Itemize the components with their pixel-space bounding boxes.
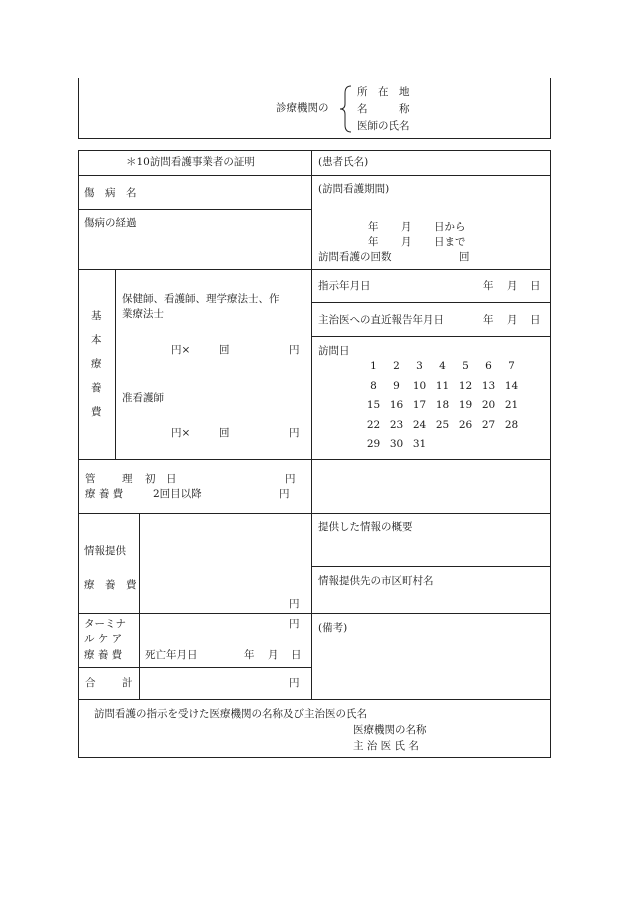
terminal-fee-yen: 円: [289, 618, 300, 630]
calendar-day[interactable]: 27: [481, 418, 496, 431]
instruction-date-label: 指示年月日: [318, 280, 371, 292]
main-right-border: [550, 150, 551, 758]
rule-info-top: [78, 513, 551, 514]
visit-period-label: (訪問看護期間): [318, 183, 390, 195]
report-date-label: 主治医への直近報告年月日: [318, 314, 444, 326]
rule-footer-top: [78, 699, 551, 700]
info-label-divider: [139, 513, 140, 700]
calendar-day[interactable]: 2: [393, 360, 400, 372]
calendar-day[interactable]: 7: [508, 360, 515, 372]
second-onward-yen: 円: [279, 488, 290, 500]
calendar-day[interactable]: 20: [481, 399, 496, 411]
calendar-day[interactable]: 28: [504, 418, 519, 431]
death-day-unit: 日: [291, 649, 302, 661]
calendar-week-row: [362, 419, 522, 439]
main-bottom-border: [78, 757, 551, 758]
info-city-label: 情報提供先の市区町村名: [318, 575, 434, 587]
nurse-fee-times-unit: 回: [219, 344, 230, 356]
calendar-week-row: [362, 360, 522, 380]
visit-count-label: 訪問看護の回数: [318, 251, 392, 263]
center-divider: [311, 150, 312, 699]
first-day-yen: 円: [285, 473, 296, 485]
visit-days-label: 訪問日: [318, 345, 350, 357]
terminal-label-line-3: 療 養 費: [84, 649, 123, 661]
rule-title: [78, 175, 551, 176]
calendar-day[interactable]: 12: [458, 379, 473, 392]
period-from-month: 月: [401, 221, 412, 233]
assoc-fee-yen-times: 円×: [171, 427, 191, 439]
calendar-day[interactable]: 18: [435, 399, 450, 411]
rule-disease-name: [78, 209, 312, 210]
calendar-day[interactable]: 19: [458, 399, 473, 411]
visit-count-unit: 回: [459, 251, 470, 263]
calendar-day[interactable]: 23: [389, 418, 404, 431]
rule-total-top: [78, 667, 312, 668]
total-label-char-1: 合: [85, 677, 96, 689]
calendar-day[interactable]: 25: [435, 418, 450, 431]
calendar-day[interactable]: 5: [462, 360, 469, 372]
calendar-day[interactable]: 13: [481, 379, 496, 392]
calendar-day[interactable]: 9: [393, 379, 400, 392]
basic-label-divider: [115, 269, 116, 460]
info-fee-yen: 円: [289, 598, 300, 610]
report-day-unit: 日: [530, 314, 541, 326]
remarks-label: (備考): [318, 622, 348, 634]
info-label-line-1: 情報提供: [84, 545, 126, 557]
clinic-address-label: 所 在 地: [357, 86, 410, 98]
calendar-day[interactable]: 31: [412, 438, 427, 450]
terminal-label-line-2: ル ケ ア: [84, 633, 123, 645]
calendar-day[interactable]: 24: [412, 418, 427, 431]
report-year-unit: 年: [483, 314, 494, 326]
disease-name-label: 傷 病 名: [84, 187, 137, 199]
period-to-year: 年: [368, 236, 379, 248]
calendar-week-row: [362, 438, 522, 458]
header-right-border: [550, 78, 551, 138]
doctor-name-label: 医師の氏名: [357, 120, 410, 132]
second-onward-label: 2回目以降: [153, 488, 202, 500]
basic-label-char-5: 費: [91, 406, 102, 418]
clinic-name-label: 名 称: [357, 103, 410, 115]
basic-label-char-4: 養: [91, 382, 102, 394]
assoc-fee-times-unit: 回: [219, 427, 230, 439]
calendar-day[interactable]: 4: [439, 360, 446, 372]
calendar-day[interactable]: 17: [412, 399, 427, 411]
rule-basic-top: [78, 269, 551, 270]
rule-instruction: [311, 302, 551, 303]
header-bottom-border: [78, 138, 551, 139]
footer-physician-label: 主 治 医 氏 名: [353, 740, 419, 752]
period-to-month: 月: [401, 236, 412, 248]
calendar-day[interactable]: 21: [504, 399, 519, 411]
calendar-day[interactable]: 14: [504, 379, 519, 392]
rule-info-summary: [311, 566, 551, 567]
clinic-label: 診療機関の: [276, 102, 329, 114]
calendar-week-row: [362, 399, 522, 419]
total-label-char-2: 計: [122, 677, 133, 689]
terminal-label-line-1: ターミナ: [84, 618, 126, 630]
assoc-fee-yen: 円: [289, 427, 300, 439]
instruction-day-unit: 日: [530, 280, 541, 292]
rule-management-top: [78, 459, 551, 460]
management-label-char-1: 管: [85, 473, 96, 485]
calendar-day[interactable]: 22: [366, 418, 381, 431]
assoc-nurse-label: 准看護師: [122, 392, 164, 404]
basic-label-char-1: 基: [91, 310, 102, 322]
calendar-day[interactable]: 10: [412, 379, 427, 392]
calendar-day[interactable]: 16: [389, 399, 404, 411]
calendar-day[interactable]: 26: [458, 418, 473, 431]
nurse-label-line-2: 業療法士: [122, 308, 164, 320]
calendar-day[interactable]: 1: [370, 360, 377, 372]
first-day-label: 初 日: [145, 473, 177, 485]
period-to-day: 日まで: [434, 236, 466, 248]
calendar-day[interactable]: 3: [416, 360, 423, 372]
death-month-unit: 月: [268, 649, 279, 661]
disease-course-label: 傷病の経過: [84, 217, 137, 229]
footer-institution-label: 医療機関の名称: [353, 724, 427, 736]
calendar-week-row: [362, 380, 522, 400]
management-label-char-2: 理: [122, 473, 133, 485]
basic-label-char-3: 療: [91, 358, 102, 370]
certificate-title: ＊10訪問看護事業者の証明: [126, 156, 255, 168]
calendar-day[interactable]: 8: [370, 379, 377, 392]
management-label-line-2: 療 養 費: [85, 488, 124, 500]
brace-icon: [338, 84, 354, 134]
patient-name-label: (患者氏名): [318, 156, 369, 168]
nurse-fee-yen: 円: [289, 344, 300, 356]
calendar-day[interactable]: 29: [366, 438, 381, 450]
info-summary-label: 提供した情報の概要: [318, 521, 413, 533]
nurse-label-line-1: 保健師、看護師、理学療法士、作: [122, 293, 280, 305]
death-date-label: 死亡年月日: [145, 649, 198, 661]
calendar-day[interactable]: 30: [389, 438, 404, 450]
rule-terminal-top: [78, 613, 551, 614]
period-from-year: 年: [368, 221, 379, 233]
nurse-fee-yen-times: 円×: [171, 344, 191, 356]
calendar-day[interactable]: 6: [485, 360, 492, 372]
calendar-day[interactable]: 15: [366, 399, 381, 411]
header-left-border: [78, 78, 79, 138]
total-yen: 円: [289, 677, 300, 689]
info-label-line-2: 療 養 費: [84, 579, 137, 591]
report-month-unit: 月: [507, 314, 518, 326]
death-year-unit: 年: [244, 649, 255, 661]
period-from-day: 日から: [434, 221, 466, 233]
basic-label-char-2: 本: [91, 334, 102, 346]
instruction-month-unit: 月: [507, 280, 518, 292]
instruction-year-unit: 年: [483, 280, 494, 292]
visit-days-calendar: [362, 360, 522, 458]
calendar-day[interactable]: 11: [435, 379, 450, 392]
footer-instruction-label: 訪問看護の指示を受けた医療機関の名称及び主治医の氏名: [94, 708, 367, 720]
rule-report: [311, 336, 551, 337]
main-top-border: [78, 150, 551, 151]
